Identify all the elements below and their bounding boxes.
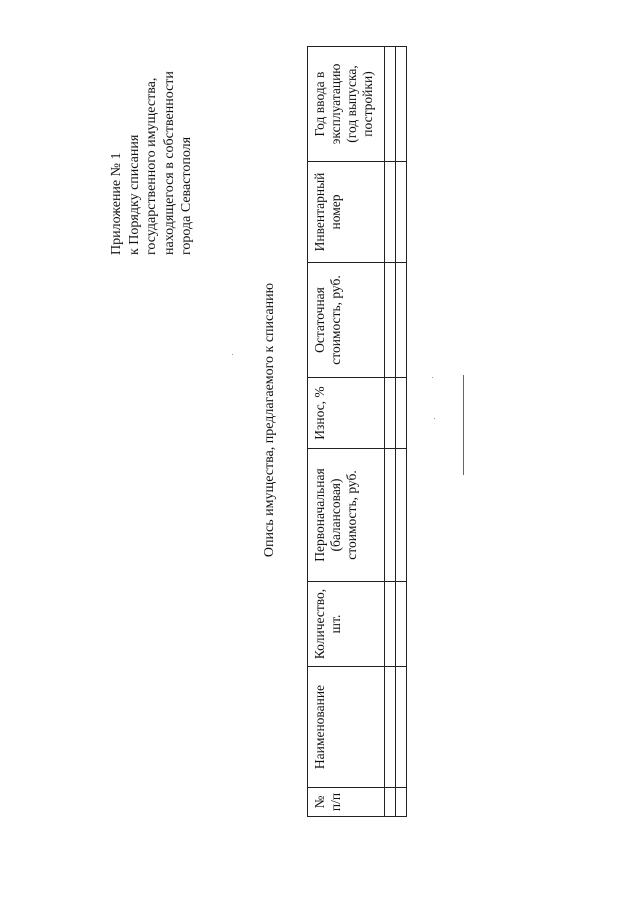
table-cell <box>396 582 407 667</box>
table-cell <box>396 449 407 582</box>
table-cell <box>385 263 396 378</box>
appendix-line: находящегося в собственности <box>161 71 177 255</box>
scan-speck <box>232 354 233 355</box>
table-cell <box>396 162 407 263</box>
header-cell-wear: Износ, % <box>308 378 385 449</box>
table-cell <box>385 449 396 582</box>
table-cell <box>396 378 407 449</box>
scan-speck <box>434 418 435 419</box>
appendix-line: города Севастополя <box>179 136 194 255</box>
table-cell <box>385 47 396 162</box>
header-cell-initial-cost: Первоначальная (балансовая) стоимость, руб. <box>308 449 385 582</box>
table-cell <box>385 788 396 817</box>
table-cell <box>396 788 407 817</box>
table-cell <box>385 667 396 788</box>
header-cell-inventory-number: Инвентарный номер <box>308 162 385 263</box>
table-cell <box>396 667 407 788</box>
scan-speck <box>432 377 433 378</box>
table-cell <box>385 378 396 449</box>
header-cell-year: Год ввода в эксплуатацию (год выпуска, постройки) <box>308 47 385 162</box>
inventory-table <box>307 46 407 817</box>
header-cell-name: Наименование <box>308 667 385 788</box>
header-cell-quantity: Количество, шт. <box>308 582 385 667</box>
header-cell-number: № п/п <box>308 788 385 817</box>
table-cell <box>385 582 396 667</box>
table-cell <box>396 47 407 162</box>
table-row <box>396 47 407 817</box>
table-row <box>385 47 396 817</box>
table-cell <box>396 263 407 378</box>
appendix-block <box>108 71 196 255</box>
table-header-row <box>308 47 385 817</box>
document-title: Опись имущества, предлагаемого к списанию <box>262 282 277 558</box>
appendix-line: государственного имущества, <box>144 77 159 255</box>
appendix-line: к Порядку списания <box>126 134 142 255</box>
header-cell-residual-cost: Остаточная стоимость, руб. <box>308 263 385 378</box>
separator-line <box>463 375 464 475</box>
table-cell <box>385 162 396 263</box>
appendix-line: Приложение № 1 <box>109 152 124 255</box>
